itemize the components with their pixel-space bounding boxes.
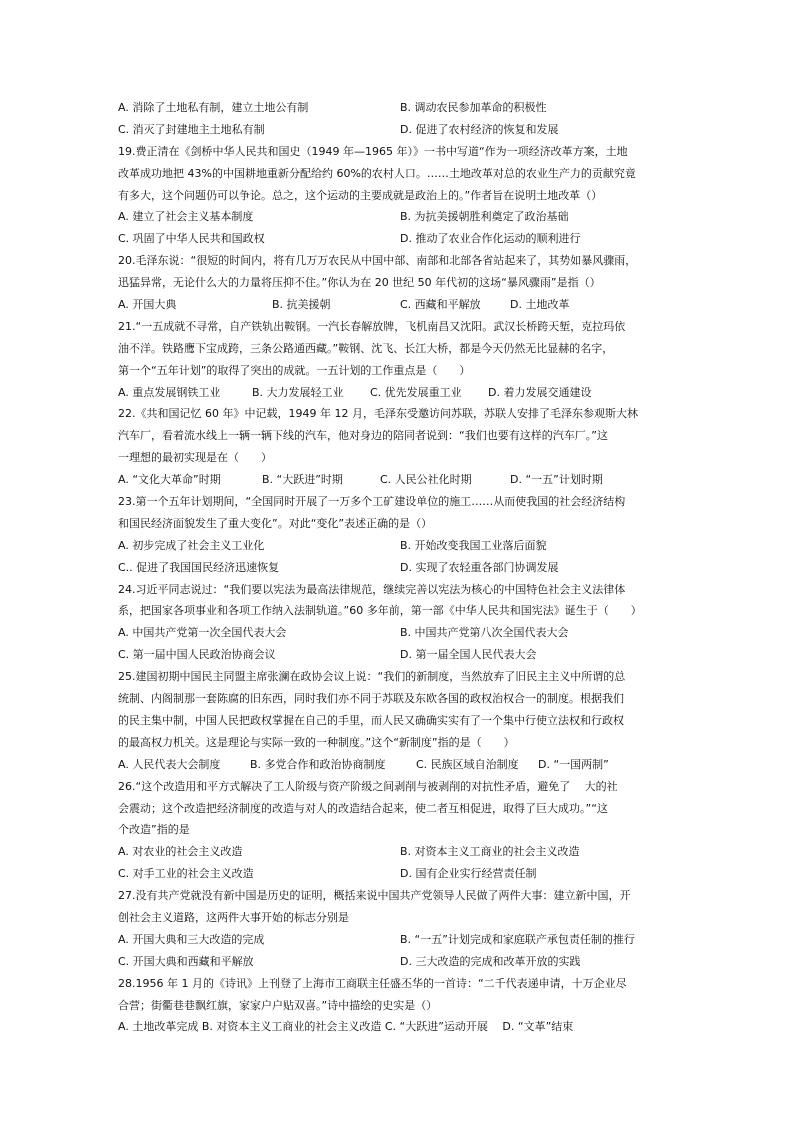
option-choice: D. 国有企业实行经营责任制 xyxy=(400,867,537,881)
text-line: 系，把国家各项事业和各项工作纳入法制轨道。”60 多年前，第一部《中华人民共和国宪法》诞生于（ ） xyxy=(118,604,642,618)
text-line: 20.毛泽东说：“很短的时间内，将有几万万农民从中国中部、南部和北部各省站起来了，其势如暴风骤雨， xyxy=(118,254,637,268)
option-choice: B. 开始改变我国工业落后面貌 xyxy=(400,538,547,552)
option-choice: A. “文化大革命”时期 xyxy=(118,473,221,487)
option-choice: A. 开国大典和三大改造的完成 xyxy=(118,932,265,946)
text-line: 油不洋。铁路鹰下宝成跨，三条公路通西藏。”鞍钢、沈飞、长江大桥，都是今天仍然无比显赫的名字， xyxy=(118,341,614,355)
option-choice: D. “一国两制” xyxy=(538,757,609,771)
text-line: 21.“一五成就不寻常，自产铁轨出鞍钢。一汽长春解放牌，飞机南昌又沈阳。武汉长桥跨天堑，克拉玛依 xyxy=(118,319,626,333)
option-row xyxy=(118,535,678,557)
text-line: A. 土地改革完成 B. 对资本主义工商业的社会主义改造 C. “大跃进”运动开展 D. “文革”结束 xyxy=(118,1020,574,1034)
text-line: 统制、内阁制那一套陈腐的旧东西，同时我们亦不同于苏联及东欧各国的政权治权合一的制度。根据我们 xyxy=(118,692,624,706)
text-line: 有多大，这个问题仍可以争论。总之，这个运动的主要成就是政治上的。”作者旨在说明土地改革（） xyxy=(118,188,603,202)
option-row xyxy=(118,644,678,666)
text-line: 25.建国初期中国民主同盟主席张澜在政协会议上说：“我们的新制度，当然放弃了旧民主主义中所谓的总 xyxy=(118,670,626,684)
option-choice: C. 西藏和平解放 xyxy=(400,298,481,312)
text-line: 24.习近平同志说过：“我们要以宪法为最高法律规范，继续完善以宪法为核心的中国特色社会主义法律体 xyxy=(118,582,626,596)
option-row xyxy=(118,754,678,776)
option-row xyxy=(118,951,678,973)
option-choice: C. 开国大典和西藏和平解放 xyxy=(118,954,254,968)
option-row xyxy=(118,228,678,250)
option-row xyxy=(118,929,678,951)
option-choice: D. 土地改革 xyxy=(510,298,570,312)
option-choice: B. 对资本主义工商业的社会主义改造 xyxy=(400,845,580,859)
text-line: 26.“这个改造用和平方式解决了工人阶级与资产阶级之间剥削与被剥削的对抗性矛盾，避免了 大的社 xyxy=(118,779,618,793)
option-choice: C. 民族区域自治制度 xyxy=(416,757,519,771)
option-choice: A. 中国共产党第一次全国代表大会 xyxy=(118,626,287,640)
option-choice: C. 人民公社化时期 xyxy=(380,473,472,487)
option-choice: D. 实现了农轻重各部门协调发展 xyxy=(400,560,559,574)
text-line: 27.没有共产党就没有新中国是历史的证明，概括来说中国共产党领导人民做了两件大事：建立新中国，开 xyxy=(118,889,631,903)
option-choice: C. 对手工业的社会主义改造 xyxy=(118,867,254,881)
text-line: 迅猛异常，无论什么大的力量将压抑不住。”你认为在 20 世纪 50 年代初的这场“暴风骤雨”是指（） xyxy=(118,276,601,290)
option-row xyxy=(118,119,678,141)
option-row xyxy=(118,206,678,228)
text-line: 改革成功地把 43%的中国耕地重新分配给约 60%的农村人口。……土地改革对总的农业生产力的贡献究竟 xyxy=(118,166,636,180)
document-body xyxy=(118,97,678,1038)
text-line: 个改造”指的是 xyxy=(118,823,190,837)
option-choice: B. 为抗美援朝胜利奠定了政治基础 xyxy=(400,210,569,224)
option-choice: A. 消除了土地私有制，建立土地公有制 xyxy=(118,101,309,114)
option-choice: B. 抗美援朝 xyxy=(272,298,331,312)
option-row xyxy=(118,841,678,863)
option-choice: D. 着力发展交通建设 xyxy=(488,385,592,399)
option-choice: B. 大力发展轻工业 xyxy=(252,385,344,399)
option-choice: C. 优先发展重工业 xyxy=(370,385,462,399)
option-choice: D. “一五”计划时期 xyxy=(510,473,603,487)
text-line: 28.1956 年 1 月的《诗讯》上刊登了上海市工商联主任盛丕华的一首诗：“二千代表递申请，十万企业尽 xyxy=(118,976,627,990)
option-row xyxy=(118,469,678,491)
option-row xyxy=(118,863,678,885)
option-row xyxy=(118,557,678,579)
option-row xyxy=(118,622,678,644)
option-choice: B. 多党合作和政治协商制度 xyxy=(250,757,386,771)
option-row xyxy=(118,382,678,404)
text-line: 创社会主义道路，这两件大事开始的标志分别是 xyxy=(118,910,349,924)
text-line: 的最高权力机关。这是理论与实际一致的一种制度。”这个“新制度”指的是（ ） xyxy=(118,735,515,749)
option-choice: D. 推动了农业合作化运动的顺利进行 xyxy=(400,232,581,246)
option-choice: C. 巩固了中华人民共和国政权 xyxy=(118,232,265,246)
option-row xyxy=(118,97,678,119)
option-choice: C. 第一届中国人民政治协商会议 xyxy=(118,648,276,662)
text-line: 22.《共和国记忆 60 年》中记载，1949 年 12 月，毛泽东受邀访问苏联，苏联人安排了毛泽东参观斯大林 xyxy=(118,407,638,421)
option-choice: A. 人民代表大会制度 xyxy=(118,757,221,771)
option-choice: B. 调动农民参加革命的积极性 xyxy=(400,101,547,114)
option-choice: B. 中国共产党第八次全国代表大会 xyxy=(400,626,569,640)
text-line: 第一个“五年计划”的取得了突出的成就。一五计划的工作重点是（ ） xyxy=(118,363,471,377)
text-line: 汽车厂，看着流水线上一辆一辆下线的汽车，他对身边的陪同者说到：“我们也要有这样的汽车厂。”这 xyxy=(118,429,608,443)
option-choice: D. 三大改造的完成和改革开放的实践 xyxy=(400,954,581,968)
option-choice: A. 开国大典 xyxy=(118,298,177,312)
option-choice: C. 消灭了封建地主土地私有制 xyxy=(118,122,265,136)
text-line: 23.第一个五年计划期间，“全国同时开展了一万多个工矿建设单位的施工……从而使我国的社会经济结构 xyxy=(118,495,626,509)
option-row xyxy=(118,294,678,316)
option-choice: A. 初步完成了社会主义工业化 xyxy=(118,538,265,552)
option-choice: A. 对农业的社会主义改造 xyxy=(118,845,243,859)
text-line: 和国民经济面貌发生了重大变化”。对此“变化”表述正确的是（） xyxy=(118,516,433,530)
option-choice: A. 重点发展钢铁工业 xyxy=(118,385,221,399)
option-choice: B. “大跃进”时期 xyxy=(262,473,343,487)
text-line: 一理想的最初实现是在（ ） xyxy=(118,451,272,465)
option-choice: C.. 促进了我国国民经济迅速恢复 xyxy=(118,560,280,574)
text-line: 合营；街衢巷巷飘红旗，家家户户贴双喜。”诗中描绘的史实是（） xyxy=(118,998,438,1012)
option-choice: D. 第一届全国人民代表大会 xyxy=(400,648,537,662)
option-choice: D. 促进了农村经济的恢复和发展 xyxy=(400,122,559,136)
text-line: 的民主集中制，中国人民把政权掌握在自己的手里，而人民又确确实实有了一个集中行使立法权和行政权 xyxy=(118,713,624,727)
option-choice: B. “一五”计划完成和家庭联产承包责任制的推行 xyxy=(400,932,635,946)
text-line: 会震动；这个改造把经济制度的改造与对人的改造结合起来，使二者互相促进，取得了巨大成功。”“这 xyxy=(118,801,608,815)
option-choice: A. 建立了社会主义基本制度 xyxy=(118,210,254,224)
text-line: 19.费正清在《剑桥中华人民共和国史（1949 年—1965 年）》一书中写道“作为一项经济改革方案，土地 xyxy=(118,144,628,158)
